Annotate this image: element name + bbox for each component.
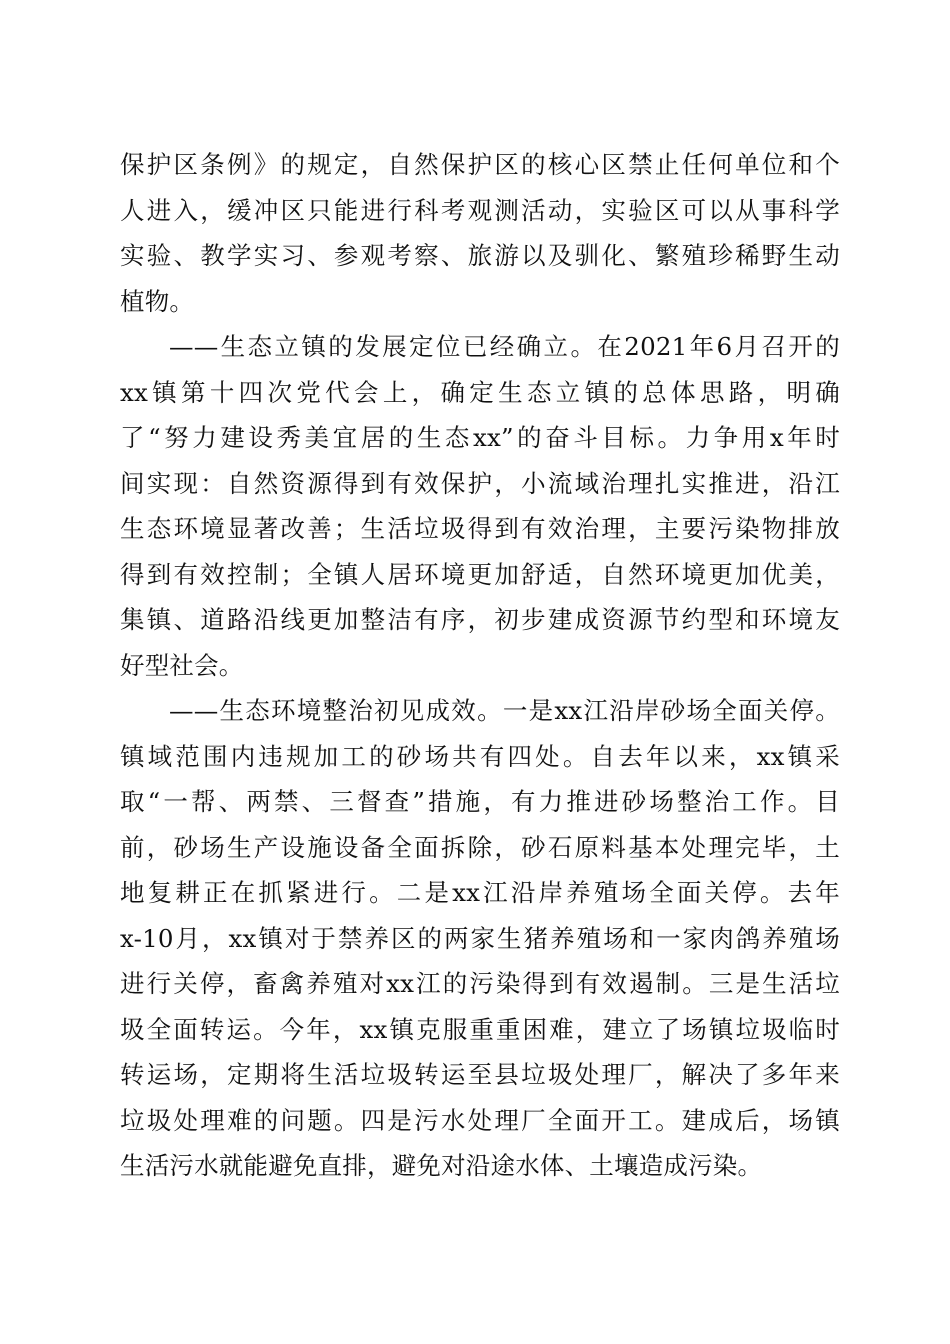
body-text	[120, 142, 840, 1189]
text-line: 取“一帮、两禁、三督查”措施，有力推进砂场整治工作。目	[120, 787, 840, 816]
text-line: 集镇、道路沿线更加整洁有序，初步建成资源节约型和环境友	[120, 605, 840, 634]
text-line: 转运场，定期将生活垃圾转运至县垃圾处理厂，解决了多年来	[120, 1060, 840, 1089]
text-line: 保护区条例》的规定，自然保护区的核心区禁止任何单位和个	[120, 150, 840, 179]
text-line: xx镇第十四次党代会上，确定生态立镇的总体思路，明确	[120, 377, 840, 407]
text-line: 生态环境显著改善；生活垃圾得到有效治理，主要污染物排放	[120, 514, 840, 543]
text-line: x-10月，xx镇对于禁养区的两家生猪养殖场和一家肉鸽养殖场	[120, 923, 840, 953]
text-line: 镇域范围内违规加工的砂场共有四处。自去年以来，xx镇采	[120, 741, 840, 771]
text-line: 间实现：自然资源得到有效保护，小流域治理扎实推进，沿江	[120, 468, 840, 498]
text-line: 人进入，缓冲区只能进行科考观测活动，实验区可以从事科学	[120, 195, 840, 225]
paragraph-first-line: ——生态环境整治初见成效。一是xx江沿岸砂场全面关停。	[169, 696, 840, 725]
text-line: 实验、教学实习、参观考察、旅游以及驯化、繁殖珍稀野生动	[120, 241, 840, 270]
text-line: 前，砂场生产设施设备全面拆除，砂石原料基本处理完毕，土	[120, 832, 840, 862]
text-line: 好型社会。	[120, 650, 244, 680]
paragraph-first-line: ——生态立镇的发展定位已经确立。在2021年6月召开的	[169, 332, 840, 361]
text-line: 进行关停，畜禽养殖对xx江的污染得到有效遏制。三是生活垃	[120, 969, 840, 998]
text-line: 垃圾处理难的问题。四是污水处理厂全面开工。建成后，场镇	[120, 1105, 840, 1135]
text-line: 地复耕正在抓紧进行。二是xx江沿岸养殖场全面关停。去年	[120, 878, 840, 907]
text-line: 植物。	[120, 286, 195, 316]
text-line: 圾全面转运。今年，xx镇克服重重困难，建立了场镇垃圾临时	[120, 1014, 840, 1044]
text-line: 了“努力建设秀美宜居的生态xx”的奋斗目标。力争用x年时	[120, 423, 840, 452]
text-line: 生活污水就能避免直排，避免对沿途水体、土壤造成污染。	[120, 1151, 763, 1180]
text-line: 得到有效控制；全镇人居环境更加舒适，自然环境更加优美，	[120, 559, 840, 589]
